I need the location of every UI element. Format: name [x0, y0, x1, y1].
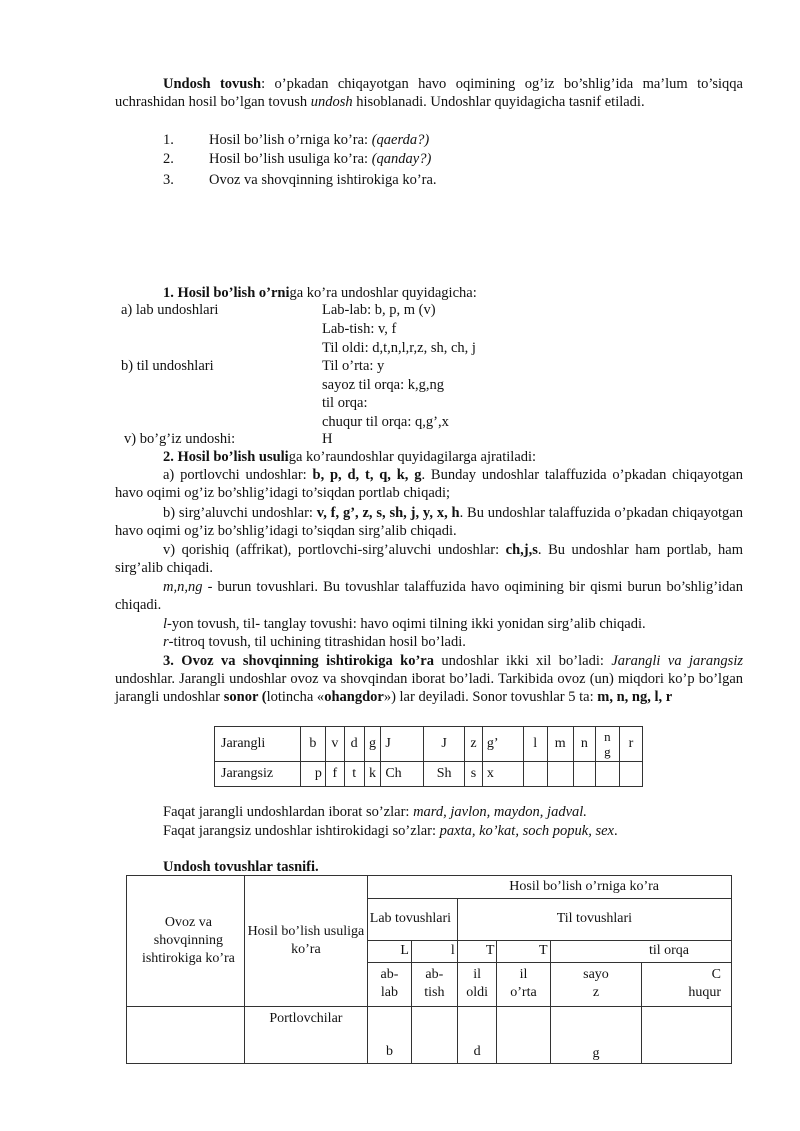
section2-a: [115, 466, 743, 502]
s2-a-letters: b, p, d, t, q, k, g: [312, 467, 422, 483]
voice-cell: [619, 762, 642, 787]
s2-v-text: v) qorishiq (affrikat), portlovchi-sirg’aluvchi undoshlar:: [163, 542, 506, 558]
voice-cell: p: [300, 762, 325, 787]
classification-table: [126, 875, 732, 1064]
section2-b: [115, 504, 743, 540]
s1-right-5: til orqa:: [322, 395, 368, 411]
class-lab-header: Lab tovushlari: [368, 898, 458, 940]
examples-text-2: Faqat jarangsiz undoshlar ishtirokidagi so’zlar:: [163, 823, 440, 839]
voice-cell: J: [381, 727, 424, 762]
s2-nasal-italic: m,n,ng: [163, 579, 203, 595]
criteria-note-2: (qanday?): [371, 151, 432, 167]
section2-v: [115, 541, 743, 577]
s3-heading-bold: 3. Ovoz va shovqinning ishtirokiga ko’ra: [163, 653, 434, 669]
s1-left-0: a) lab undoshlari: [121, 302, 219, 318]
classification-title-text: Undosh tovushlar tasnifi.: [163, 859, 319, 875]
criteria-item-1: [209, 131, 429, 149]
voice-cell: r: [619, 727, 642, 762]
examples-words-1: mard, javlon, maydon, jadval.: [413, 804, 587, 820]
criteria-num-2: 2.: [163, 151, 174, 167]
voice-cell: t: [344, 762, 364, 787]
voice-cell: d: [344, 727, 364, 762]
examples-line-1: [163, 803, 791, 821]
intro-term: Undosh tovush: [163, 76, 262, 92]
voice-label-jarangli: Jarangli: [215, 727, 301, 762]
class-sub-tilorqa: til orqa: [550, 940, 732, 962]
s3-t5: ) lar deyiladi. Sonor tovushlar 5 ta:: [391, 689, 598, 705]
section2-nasal: [115, 578, 743, 614]
section1-heading: [163, 284, 791, 302]
class-cell-empty: [642, 1007, 732, 1064]
examples-words-2: paxta, ko’kat, soch popuk, sex: [439, 823, 614, 839]
class-til-header: Til tovushlari: [457, 898, 731, 940]
class-empty-cell: [127, 1007, 245, 1064]
s2-b-letters: v, f, g’, z, s, sh, j, y, x, h: [316, 505, 460, 521]
s3-sonor: sonor: [223, 689, 259, 705]
s2-v-rest: . Bu undoshlar ham portlab, ham sirg’alib chiqadi.: [115, 542, 743, 576]
criteria-num-3: 3.: [163, 172, 174, 188]
class-cell-b: b: [368, 1007, 412, 1064]
class-row-portlovchi: [127, 1007, 732, 1064]
class-cell-d: d: [457, 1007, 497, 1064]
class-cell-empty: [497, 1007, 550, 1064]
class-ilorta: il o’rta: [497, 962, 550, 1006]
class-voice-header: Ovoz va shovqinning ishtirokiga ko’ra: [127, 876, 245, 1007]
voice-cell: m: [547, 727, 573, 762]
voice-cell: z: [465, 727, 483, 762]
voice-cell: g’: [482, 727, 523, 762]
voice-cell: g: [364, 727, 381, 762]
s2-b-text: b) sirg’aluvchi undoshlar:: [163, 505, 317, 521]
s1-right-7: H: [322, 431, 333, 447]
section1-heading-rest: ga ko’ra undoshlar quyidagicha:: [289, 285, 477, 301]
s2-l-italic: l: [163, 616, 168, 632]
section2-heading-rest: ga ko’raundoshlar quyidagilarga ajratiladi:: [288, 449, 537, 465]
s1-right-1: Lab-tish: v, f: [322, 321, 397, 337]
class-chuqur: C huqur: [642, 962, 732, 1006]
class-sub-l2: l: [411, 940, 457, 962]
examples-end-2: .: [614, 823, 618, 839]
voice-cell: J: [424, 727, 465, 762]
classification-title: [163, 858, 791, 876]
class-row-1: [127, 876, 732, 899]
voice-cell: Sh: [424, 762, 465, 787]
s1-right-3: Til o’rta: y: [322, 358, 385, 374]
class-cell-empty: [411, 1007, 457, 1064]
criteria-item-2: [209, 150, 431, 168]
section2-heading-bold: 2. Hosil bo’lish usuli: [163, 449, 289, 465]
criteria-note-1: (qaerda?): [371, 132, 430, 148]
class-sub-l1: L: [368, 940, 412, 962]
criteria-num-1: 1.: [163, 132, 174, 148]
voice-cell: [547, 762, 573, 787]
s3-t4: »: [383, 689, 392, 705]
class-iloldi: il oldi: [457, 962, 497, 1006]
s1-right-0: Lab-lab: b, p, m (v): [322, 302, 436, 318]
class-sub-t1: T: [457, 940, 497, 962]
intro-text-b: hisoblanadi. Undoshlar quyidagicha tasnif etiladi.: [352, 94, 645, 110]
voice-cell: s: [465, 762, 483, 787]
voice-cell: Ch: [381, 762, 424, 787]
criteria-text-2: Hosil bo’lish usuliga ko’ra:: [209, 151, 372, 167]
voice-cell: [573, 762, 595, 787]
examples-line-2: [163, 822, 791, 840]
section3-paragraph: [115, 652, 743, 706]
class-abtish: ab- tish: [411, 962, 457, 1006]
section1-heading-bold: 1. Hosil bo’lish o’rni: [163, 285, 290, 301]
s1-right-6: chuqur til orqa: q,g’,x: [322, 414, 449, 430]
s2-a-text: a) portlovchi undoshlar:: [163, 467, 313, 483]
class-place-header: Hosil bo’lish o’rniga ko’ra: [368, 876, 732, 899]
voice-cell: x: [482, 762, 523, 787]
section2-heading: [163, 448, 791, 466]
s2-r-italic: r: [163, 634, 169, 650]
s3-ohangdor: ohangdor: [324, 689, 384, 705]
s1-left-3: b) til undoshlari: [121, 358, 214, 374]
s3-sonor-list: m, n, ng, l, r: [597, 689, 673, 705]
voice-table: [214, 726, 643, 787]
voice-cell: k: [364, 762, 381, 787]
voice-cell: [595, 762, 619, 787]
s2-nasal-rest: - burun tovushlari. Bu tovushlar talaffuzida havo oqimining bir qismi burun bo’shlig’idan chiqadi.: [115, 579, 743, 613]
section2-l: [115, 615, 743, 633]
criteria-text-1: Hosil bo’lish o’rniga ko’ra:: [209, 132, 372, 148]
class-portlovchilar: Portlovchilar: [244, 1007, 367, 1064]
s1-right-2: Til oldi: d,t,n,l,r,z, sh, ch, j: [322, 340, 476, 356]
voice-cell: b: [300, 727, 325, 762]
voice-cell: n g: [595, 727, 619, 762]
s2-a-rest: . Bunday undoshlar talaffuzida o’pkadan chiqayotgan havo oqimi og’iz bo’shlig’idagi to’siqdan portlab chiqadi;: [115, 467, 743, 501]
voice-cell: l: [523, 727, 547, 762]
examples-text-1: Faqat jarangli undoshlardan iborat so’zlar:: [163, 804, 414, 820]
s1-left-7: v) bo’g’iz undoshi:: [124, 431, 236, 447]
s3-t3b: lotincha «: [266, 689, 325, 705]
s3-t2: undoshlar. Jarangli undoshlar ovoz va shovqindan iborat bo’ladi. Tarkibida ovoz (un) miqdori ko’p bo’lgan jarangli undoshlar: [115, 671, 743, 705]
s1-right-4: sayoz til orqa: k,g,ng: [322, 377, 445, 393]
voice-cell: [523, 762, 547, 787]
class-cell-g: g: [550, 1007, 642, 1064]
criteria-item-3: Ovoz va shovqinning ishtirokiga ko’ra.: [209, 172, 437, 188]
intro-term2: undosh: [310, 94, 353, 110]
class-sub-t2: T: [497, 940, 550, 962]
s2-r-rest: -titroq tovush, til uchining titrashidan hosil bo’ladi.: [168, 634, 466, 650]
s3-t1-italic: Jarangli va jarangsiz: [611, 653, 743, 669]
s2-v-letters: ch,j,s: [505, 542, 538, 558]
voice-cell: v: [325, 727, 344, 762]
s2-l-rest: -yon tovush, til- tanglay tovushi: havo oqimi tilning ikki yonidan sirg’alib chiqadi.: [167, 616, 646, 632]
s2-b-rest: . Bu undoshlar talaffuzida o’pkadan chiqayotgan havo oqimi og’iz bo’shlig’idagi to’siqdan sirg’alib chiqadi.: [115, 505, 743, 539]
section2-r: [115, 633, 743, 651]
s3-t3: (: [258, 689, 267, 705]
voice-cell: f: [325, 762, 344, 787]
intro-text-a: : o’pkadan chiqayotgan havo oqimining og’iz bo’shlig’ida ma’lum to’siqqa uchrashidan hosil bo’lgan tovush: [115, 76, 743, 110]
class-ablab: ab- lab: [368, 962, 412, 1006]
voice-label-jarangsiz: Jarangsiz: [215, 762, 301, 787]
voice-row-jarangli: [215, 727, 643, 762]
intro-paragraph: [115, 75, 743, 111]
class-method-header: Hosil bo’lish usuliga ko’ra: [244, 876, 367, 1007]
class-sayoz: sayo z: [550, 962, 642, 1006]
voice-cell: n: [573, 727, 595, 762]
voice-row-jarangsiz: [215, 762, 643, 787]
s3-t1: undoshlar ikki xil bo’ladi:: [433, 653, 612, 669]
